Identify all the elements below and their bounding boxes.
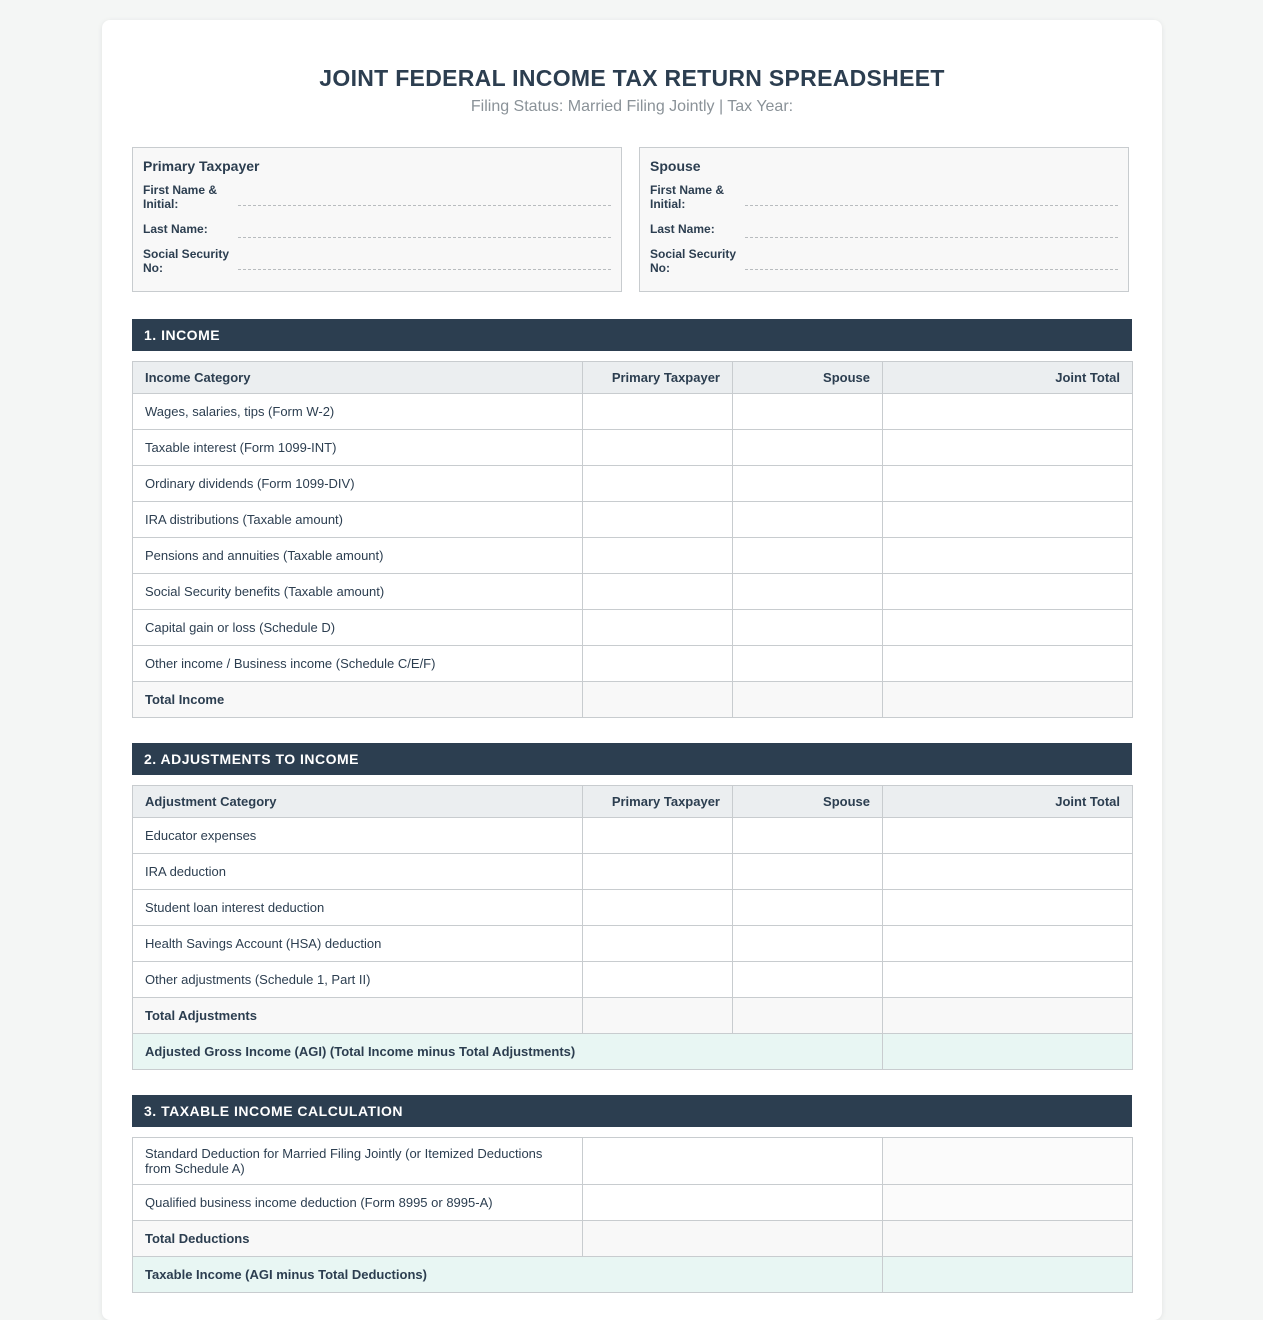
primary-total-cell[interactable] [583,998,733,1034]
taxable-income-row [133,1257,1133,1293]
joint-total-cell[interactable] [883,682,1133,718]
primary-ssn-field[interactable] [238,269,611,270]
joint-total-cell[interactable] [883,430,1133,466]
deduction-amount-cell[interactable] [583,1138,883,1185]
adjustments-col-joint: Joint Total [883,786,1133,818]
agi-label: Adjusted Gross Income (AGI) (Total Income minus Total Adjustments) [133,1034,883,1070]
table-row [133,890,1133,926]
spouse-ssn-field[interactable] [745,269,1118,270]
primary-ssn-label: Social Security No: [143,247,230,275]
table-row [133,818,1133,854]
income-col-joint: Joint Total [883,362,1133,394]
adjustment-row-label: IRA deduction [133,854,583,890]
primary-amount-cell[interactable] [583,926,733,962]
joint-total-cell[interactable] [883,1221,1133,1257]
primary-first-name-label: First Name & Initial: [143,183,218,211]
document-subtitle: Filing Status: Married Filing Jointly | Tax Year: [470,98,794,115]
spouse-first-name-label: First Name & Initial: [650,183,725,211]
primary-amount-cell[interactable] [583,574,733,610]
table-row [133,574,1133,610]
adjustment-row-label: Student loan interest deduction [133,890,583,926]
joint-total-cell[interactable] [883,1185,1133,1221]
adjustment-row-label: Other adjustments (Schedule 1, Part II) [133,962,583,998]
income-row-label: Social Security benefits (Taxable amount) [133,574,583,610]
joint-total-cell[interactable] [883,962,1133,998]
table-row [133,538,1133,574]
primary-amount-cell[interactable] [583,962,733,998]
adjustments-section-header: 2. ADJUSTMENTS TO INCOME [132,743,1132,775]
adjustment-row-label: Health Savings Account (HSA) deduction [133,926,583,962]
tax-spreadsheet-page [102,20,1162,1320]
table-row [133,646,1133,682]
spouse-amount-cell[interactable] [733,610,883,646]
primary-amount-cell[interactable] [583,394,733,430]
deduction-amount-cell[interactable] [583,1185,883,1221]
adjustments-header-row [133,786,1133,818]
income-row-label: IRA distributions (Taxable amount) [133,502,583,538]
income-col-spouse: Spouse [733,362,883,394]
primary-last-name-field[interactable] [238,237,611,238]
income-row-label: Wages, salaries, tips (Form W-2) [133,394,583,430]
primary-amount-cell[interactable] [583,430,733,466]
income-row-label: Other income / Business income (Schedule C/E/F) [133,646,583,682]
income-col-primary: Primary Taxpayer [583,362,733,394]
spouse-last-name-label: Last Name: [650,222,715,236]
taxable-row-label: Standard Deduction for Married Filing Jointly (or Itemized Deductions from Schedule A) [133,1138,583,1185]
table-row [133,854,1133,890]
income-row-label: Taxable interest (Form 1099-INT) [133,430,583,466]
spouse-box [639,147,1129,292]
primary-amount-cell[interactable] [583,466,733,502]
primary-amount-cell[interactable] [583,854,733,890]
spouse-first-name-field[interactable] [745,205,1118,206]
adjustments-col-primary: Primary Taxpayer [583,786,733,818]
total-deductions-row [133,1221,1133,1257]
joint-total-cell[interactable] [883,466,1133,502]
table-row [133,926,1133,962]
joint-total-cell[interactable] [883,1138,1133,1185]
spouse-heading: Spouse [650,158,701,174]
taxable-income-amount-cell[interactable] [883,1257,1133,1293]
income-header-row [133,362,1133,394]
total-deductions-label: Total Deductions [133,1221,583,1257]
spouse-amount-cell[interactable] [733,466,883,502]
joint-total-cell[interactable] [883,646,1133,682]
income-section-header: 1. INCOME [132,319,1132,351]
spouse-amount-cell[interactable] [733,430,883,466]
spouse-amount-cell[interactable] [733,502,883,538]
income-table [132,361,1133,718]
table-row [133,502,1133,538]
adjustments-col-category: Adjustment Category [133,786,583,818]
joint-total-cell[interactable] [883,394,1133,430]
income-col-category: Income Category [133,362,583,394]
spouse-amount-cell[interactable] [733,538,883,574]
spouse-ssn-label: Social Security No: [650,247,737,275]
income-row-label: Ordinary dividends (Form 1099-DIV) [133,466,583,502]
income-row-label: Capital gain or loss (Schedule D) [133,610,583,646]
spouse-amount-cell[interactable] [733,962,883,998]
spouse-last-name-field[interactable] [745,237,1118,238]
joint-total-cell[interactable] [883,610,1133,646]
primary-amount-cell[interactable] [583,610,733,646]
spouse-amount-cell[interactable] [733,394,883,430]
joint-total-cell[interactable] [883,502,1133,538]
table-row [133,466,1133,502]
table-row [133,610,1133,646]
joint-total-cell[interactable] [883,926,1133,962]
primary-taxpayer-box [132,147,622,292]
adjustment-row-label: Educator expenses [133,818,583,854]
adjustments-col-spouse: Spouse [733,786,883,818]
primary-taxpayer-heading: Primary Taxpayer [143,158,260,174]
taxable-section-header: 3. TAXABLE INCOME CALCULATION [132,1095,1132,1127]
table-row [133,1138,1133,1185]
deduction-total-cell[interactable] [583,1221,883,1257]
agi-row [133,1034,1133,1070]
spouse-amount-cell[interactable] [733,890,883,926]
total-income-label: Total Income [133,682,583,718]
primary-first-name-field[interactable] [238,205,611,206]
joint-total-cell[interactable] [883,538,1133,574]
adjustments-table [132,785,1133,1070]
table-row [133,962,1133,998]
taxable-income-label: Taxable Income (AGI minus Total Deductions) [133,1257,883,1293]
spouse-amount-cell[interactable] [733,926,883,962]
primary-amount-cell[interactable] [583,538,733,574]
joint-total-cell[interactable] [883,818,1133,854]
spouse-amount-cell[interactable] [733,646,883,682]
agi-amount-cell[interactable] [883,1034,1133,1070]
spouse-amount-cell[interactable] [733,574,883,610]
spouse-amount-cell[interactable] [733,854,883,890]
primary-amount-cell[interactable] [583,646,733,682]
joint-total-cell[interactable] [883,854,1133,890]
joint-total-cell[interactable] [883,890,1133,926]
table-row [133,430,1133,466]
table-row [133,394,1133,430]
taxable-row-label: Qualified business income deduction (Form 8995 or 8995-A) [133,1185,583,1221]
spouse-amount-cell[interactable] [733,818,883,854]
primary-last-name-label: Last Name: [143,222,208,236]
total-adjustments-row [133,998,1133,1034]
joint-total-cell[interactable] [883,998,1133,1034]
total-income-row [133,682,1133,718]
joint-total-cell[interactable] [883,574,1133,610]
table-row [133,1185,1133,1221]
primary-total-cell[interactable] [583,682,733,718]
income-row-label: Pensions and annuities (Taxable amount) [133,538,583,574]
primary-amount-cell[interactable] [583,890,733,926]
total-adjustments-label: Total Adjustments [133,998,583,1034]
spouse-total-cell[interactable] [733,682,883,718]
taxable-income-table [132,1137,1133,1293]
document-title: JOINT FEDERAL INCOME TAX RETURN SPREADSHEET [319,65,945,91]
primary-amount-cell[interactable] [583,502,733,538]
primary-amount-cell[interactable] [583,818,733,854]
spouse-total-cell[interactable] [733,998,883,1034]
